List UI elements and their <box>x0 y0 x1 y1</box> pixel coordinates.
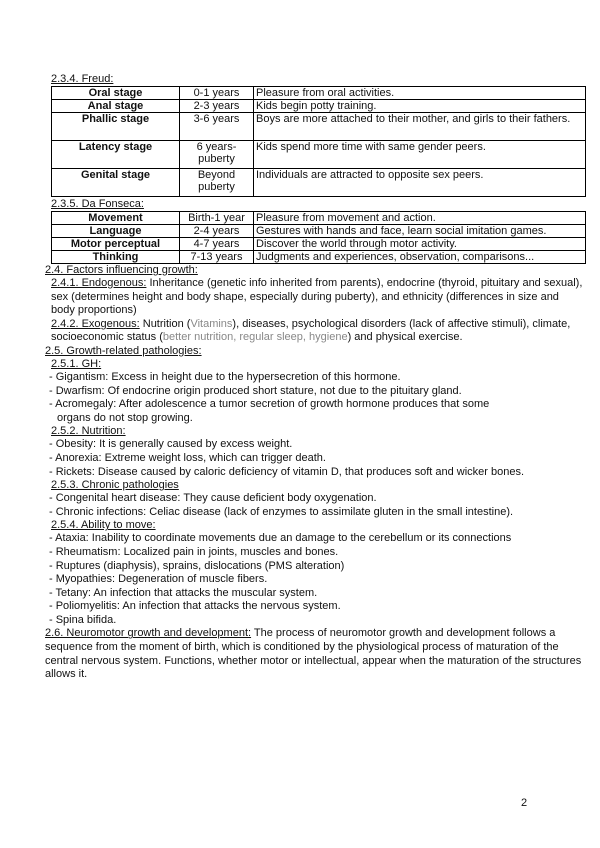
age-cell: 7-13 years <box>180 251 254 264</box>
desc-cell: Pleasure from movement and action. <box>254 212 586 225</box>
nutrition-heading-text: 2.5.2. Nutrition: <box>51 425 126 438</box>
list-item: - Spina bifida. <box>49 613 117 626</box>
list-item: - Acromegaly: After adolescence a tumor secretion of growth hormone produces that some <box>49 398 490 411</box>
factors-heading-text: 2.4. Factors influencing growth: <box>45 264 198 276</box>
list-item: - Chronic infections: Celiac disease (lack of enzymes to assimilate gluten in the small intestine). <box>49 505 514 518</box>
desc-cell: Pleasure from oral activities. <box>254 87 586 100</box>
age-cell: 4-7 years <box>180 238 254 251</box>
age-cell: 2-4 years <box>180 225 254 238</box>
table-row <box>52 141 586 169</box>
desc-cell: Judgments and experiences, observation, comparisons... <box>254 251 586 264</box>
stage-cell: Phallic stage <box>52 113 180 141</box>
exogenous-label: 2.4.2. Exogenous: <box>51 317 140 330</box>
age-cell: Beyond puberty <box>180 169 254 197</box>
gh-heading-text: 2.5.1. GH: <box>51 357 102 370</box>
list-item: - Poliomyelitis: An infection that attacks the nervous system. <box>49 600 341 613</box>
gh-heading <box>45 358 585 371</box>
stage-cell: Genital stage <box>52 169 180 197</box>
freud-heading-text: 2.3.4. Freud: <box>51 73 114 85</box>
exogenous-socio-detail: better nutrition, regular sleep, hygiene <box>162 331 348 344</box>
nutrition-heading <box>45 425 585 438</box>
exogenous-text-b: ), diseases, psychological disorders (lack of affective stimuli), climate, socioeconomic status ( <box>51 317 571 344</box>
pathologies-heading <box>45 345 585 358</box>
movement-heading-text: 2.5.4. Ability to move: <box>51 519 156 532</box>
age-cell: 3-6 years <box>180 113 254 141</box>
table-row <box>52 225 586 238</box>
list-item: - Gigantism: Excess in height due to the hypersecretion of this hormone. <box>49 370 401 383</box>
table-row <box>52 169 586 197</box>
freud-table <box>51 86 586 197</box>
age-cell: 2-3 years <box>180 100 254 113</box>
age-cell: 0-1 years <box>180 87 254 100</box>
list-item: - Ruptures (diaphysis), sprains, dislocations (PMS alteration) <box>49 559 345 572</box>
endogenous-label: 2.4.1. Endogenous: <box>51 277 147 289</box>
list-item: - Rheumatism: Localized pain in joints, muscles and bones. <box>49 545 339 558</box>
list-item-continuation <box>45 412 585 426</box>
age-cell: Birth-1 year <box>180 212 254 225</box>
desc-cell: Kids begin potty training. <box>254 100 586 113</box>
table-row <box>52 87 586 100</box>
desc-cell: Discover the world through motor activity. <box>254 238 586 251</box>
desc-cell: Boys are more attached to their mother, and girls to their fathers. <box>254 113 586 141</box>
chronic-heading-text: 2.5.3. Chronic pathologies <box>51 479 179 492</box>
exogenous-text-a: Nutrition ( <box>139 317 191 330</box>
endogenous-text: Inheritance (genetic info inherited from parents), endocrine (thyroid, pituitary and sexual), sex (determines height and body shape, especially during puberty), and ethnicity (differences in size and body proportions) <box>51 277 583 317</box>
list-item: - Congenital heart disease: They cause deficient body oxygenation. <box>49 492 377 505</box>
fonseca-heading-text: 2.3.5. Da Fonseca: <box>51 198 144 210</box>
fonseca-table <box>51 211 586 264</box>
neuromotor-label: 2.6. Neuromotor growth and development: <box>45 627 252 640</box>
list-item: - Obesity: It is generally caused by excess weight. <box>49 438 293 451</box>
pathologies-heading-text: 2.5. Growth-related pathologies: <box>45 344 202 357</box>
freud-heading <box>51 73 585 86</box>
desc-cell: Kids spend more time with same gender peers. <box>254 141 586 169</box>
table-row <box>52 212 586 225</box>
desc-cell: Gestures with hands and face, learn social imitation games. <box>254 225 586 238</box>
factors-heading <box>45 264 585 277</box>
fonseca-heading <box>51 198 585 211</box>
stage-cell: Movement <box>52 212 180 225</box>
desc-cell: Individuals are attracted to opposite sex peers. <box>254 169 586 197</box>
document-page <box>45 73 585 682</box>
list-item: - Tetany: An infection that attacks the muscular system. <box>49 586 318 599</box>
table-row <box>52 113 586 141</box>
stage-cell: Thinking <box>52 251 180 264</box>
neuromotor-paragraph <box>45 627 585 681</box>
exogenous-paragraph <box>45 318 585 345</box>
stage-cell: Anal stage <box>52 100 180 113</box>
stage-cell: Motor perceptual <box>52 238 180 251</box>
list-item: - Myopathies: Degeneration of muscle fibers. <box>49 573 268 586</box>
age-cell: 6 years-puberty <box>180 141 254 169</box>
exogenous-vitamins: Vitamins <box>190 317 233 330</box>
table-row <box>52 251 586 264</box>
list-item: - Ataxia: Inability to coordinate movements due an damage to the cerebellum or its connections <box>49 532 512 545</box>
page-number: 2 <box>521 797 528 809</box>
exogenous-text-c: ) and physical exercise. <box>347 331 463 344</box>
table-row <box>52 100 586 113</box>
stage-cell: Oral stage <box>52 87 180 100</box>
movement-heading <box>45 519 585 532</box>
list-item: - Dwarfism: Of endocrine origin produced short stature, not due to the pituitary gland. <box>49 384 462 397</box>
list-item-continuation-text: organs do not stop growing. <box>57 411 193 424</box>
neuromotor-text: The process of neuromotor growth and development follows a sequence from the moment of birth, which is conditioned by the physiological process of maturation of the central nervous system. Functions, whether motor or intellectual, appear when the maturation of the structures allows it. <box>45 627 582 681</box>
chronic-heading <box>45 479 585 492</box>
stage-cell: Latency stage <box>52 141 180 169</box>
stage-cell: Language <box>52 225 180 238</box>
endogenous-paragraph <box>45 277 585 318</box>
table-row <box>52 238 586 251</box>
list-item: - Rickets: Disease caused by caloric deficiency of vitamin D, that produces soft and wicker bones. <box>49 465 525 478</box>
list-item: - Anorexia: Extreme weight loss, which can trigger death. <box>49 451 326 464</box>
